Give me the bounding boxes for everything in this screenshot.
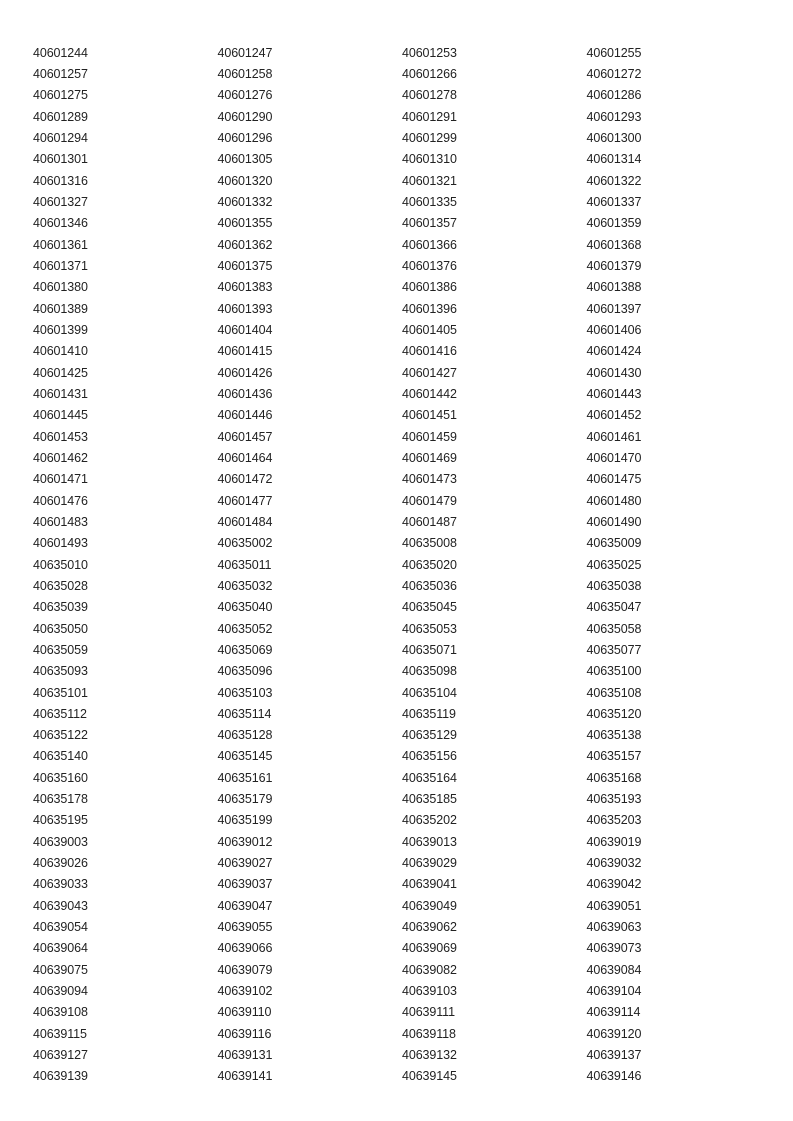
table-row: [33, 746, 793, 767]
table-cell: 40601383: [217, 280, 273, 295]
table-cell: 40601470: [586, 450, 642, 465]
table-cell: 40601445: [33, 408, 88, 423]
table-cell: 40639027: [217, 856, 273, 871]
table-cell: 40639069: [402, 941, 457, 956]
table-row: [33, 1002, 793, 1023]
table-row: [33, 319, 793, 340]
table-row: [33, 554, 793, 575]
table-cell: 40635101: [33, 685, 88, 700]
table-cell: 40639051: [586, 898, 642, 913]
table-cell: 40639041: [402, 877, 457, 892]
table-cell: 40601275: [33, 88, 88, 103]
table-cell: 40639026: [33, 856, 88, 871]
table-cell: 40601473: [402, 472, 457, 487]
table-cell: 40601431: [33, 386, 88, 401]
table-cell: 40601399: [33, 322, 88, 337]
table-cell: 40639146: [586, 1069, 642, 1084]
table-cell: 40601316: [33, 173, 88, 188]
table-cell: 40635096: [217, 664, 273, 679]
table-row: [33, 127, 793, 148]
table-cell: 40601405: [402, 322, 457, 337]
table-cell: 40635112: [33, 706, 87, 721]
table-cell: 40601247: [217, 45, 273, 60]
table-cell: 40601301: [33, 152, 88, 167]
table-cell: 40601375: [217, 258, 273, 273]
table-row: [33, 895, 793, 916]
table-cell: 40635168: [586, 770, 642, 785]
table-cell: 40635140: [33, 749, 88, 764]
table-cell: 40601425: [33, 365, 88, 380]
table-cell: 40601477: [217, 493, 273, 508]
table-cell: 40635119: [402, 706, 456, 721]
table-cell: 40601253: [402, 45, 457, 60]
table-cell: 40601472: [217, 472, 273, 487]
table-cell: 40639132: [402, 1048, 457, 1063]
table-row: [33, 511, 793, 532]
table-row: [33, 682, 793, 703]
table-row: [33, 426, 793, 447]
table-row: [33, 959, 793, 980]
table-cell: 40601355: [217, 216, 273, 231]
table-cell: 40601278: [402, 88, 457, 103]
table-cell: 40635093: [33, 664, 88, 679]
table-cell: 40639114: [586, 1005, 641, 1020]
table-cell: 40639055: [217, 920, 273, 935]
table-cell: 40601255: [586, 45, 642, 60]
table-cell: 40601371: [33, 258, 88, 273]
table-cell: 40639094: [33, 984, 88, 999]
table-cell: 40635164: [402, 770, 457, 785]
table-cell: 40601427: [402, 365, 457, 380]
table-cell: 40601442: [402, 386, 457, 401]
table-cell: 40635195: [33, 813, 88, 828]
table-row: [33, 106, 793, 127]
table-row: [33, 362, 793, 383]
table-row: [33, 149, 793, 170]
table-cell: 40639075: [33, 962, 88, 977]
table-row: [33, 703, 793, 724]
table-cell: 40635185: [402, 792, 457, 807]
table-row: [33, 661, 793, 682]
table-cell: 40639131: [217, 1048, 273, 1063]
table-cell: 40601452: [586, 408, 642, 423]
table-cell: 40639145: [402, 1069, 457, 1084]
table-cell: 40635098: [402, 664, 457, 679]
table-cell: 40601443: [586, 386, 642, 401]
table-cell: 40601388: [586, 280, 642, 295]
table-cell: 40635160: [33, 770, 88, 785]
table-cell: 40639062: [402, 920, 457, 935]
table-cell: 40601291: [402, 109, 457, 124]
table-cell: 40639019: [586, 834, 642, 849]
table-cell: 40601266: [402, 66, 457, 81]
table-row: [33, 916, 793, 937]
table-cell: 40601464: [217, 450, 273, 465]
table-cell: 40635202: [402, 813, 457, 828]
table-cell: 40601397: [586, 301, 642, 316]
table-row: [33, 85, 793, 106]
table-cell: 40635053: [402, 621, 457, 636]
table-cell: 40601451: [402, 408, 457, 423]
table-row: [33, 170, 793, 191]
table-cell: 40601462: [33, 450, 88, 465]
table-row: [33, 980, 793, 1001]
table-cell: 40635025: [586, 557, 642, 572]
table-cell: 40601294: [33, 130, 88, 145]
table-cell: 40601258: [217, 66, 273, 81]
table-cell: 40635103: [217, 685, 273, 700]
table-cell: 40635157: [586, 749, 642, 764]
table-cell: 40635199: [217, 813, 273, 828]
table-row: [33, 725, 793, 746]
table-cell: 40601322: [586, 173, 642, 188]
table-row: [33, 469, 793, 490]
table-cell: 40601244: [33, 45, 88, 60]
table-cell: 40639108: [33, 1005, 88, 1020]
table-cell: 40635040: [217, 600, 273, 615]
table-cell: 40601305: [217, 152, 273, 167]
table-cell: 40639012: [217, 834, 273, 849]
table-cell: 40635069: [217, 642, 273, 657]
table-cell: 40635011: [217, 557, 272, 572]
table-cell: 40601493: [33, 536, 88, 551]
table-row: [33, 852, 793, 873]
table-cell: 40639073: [586, 941, 642, 956]
table-cell: 40635020: [402, 557, 457, 572]
table-cell: 40601314: [586, 152, 642, 167]
table-cell: 40601424: [586, 344, 642, 359]
table-row: [33, 788, 793, 809]
table-cell: 40601410: [33, 344, 88, 359]
table-cell: 40639029: [402, 856, 457, 871]
table-cell: 40635008: [402, 536, 457, 551]
table-row: [33, 383, 793, 404]
table-cell: 40635114: [217, 706, 272, 721]
table-row: [33, 277, 793, 298]
table-cell: 40601393: [217, 301, 273, 316]
table-cell: 40601471: [33, 472, 88, 487]
table-cell: 40601362: [217, 237, 273, 252]
table-cell: 40601296: [217, 130, 273, 145]
table-cell: 40639141: [217, 1069, 273, 1084]
table-cell: 40639043: [33, 898, 88, 913]
table-cell: 40601484: [217, 514, 273, 529]
table-cell: 40639003: [33, 834, 88, 849]
table-cell: 40635002: [217, 536, 273, 551]
table-row: [33, 874, 793, 895]
table-row: [33, 298, 793, 319]
table-row: [33, 234, 793, 255]
table-row: [33, 938, 793, 959]
table-cell: 40635059: [33, 642, 88, 657]
table-row: [33, 810, 793, 831]
table-cell: 40639033: [33, 877, 88, 892]
table-row: [33, 1066, 793, 1087]
table-cell: 40639127: [33, 1048, 88, 1063]
table-cell: 40635104: [402, 685, 457, 700]
table-cell: 40639115: [33, 1026, 87, 1041]
table-cell: 40639139: [33, 1069, 88, 1084]
number-table: [33, 42, 793, 1087]
table-cell: 40639049: [402, 898, 457, 913]
table-row: [33, 1044, 793, 1065]
table-cell: 40601299: [402, 130, 457, 145]
table-cell: 40635138: [586, 728, 642, 743]
table-cell: 40635122: [33, 728, 88, 743]
table-cell: 40601480: [586, 493, 642, 508]
table-cell: 40601475: [586, 472, 642, 487]
table-cell: 40639110: [217, 1005, 272, 1020]
table-cell: 40639118: [402, 1026, 456, 1041]
table-row: [33, 597, 793, 618]
table-row: [33, 405, 793, 426]
table-cell: 40635028: [33, 578, 88, 593]
table-cell: 40635100: [586, 664, 642, 679]
table-cell: 40601490: [586, 514, 642, 529]
table-cell: 40635077: [586, 642, 642, 657]
table-row: [33, 191, 793, 212]
table-row: [33, 575, 793, 596]
table-cell: 40635010: [33, 557, 88, 572]
table-cell: 40601368: [586, 237, 642, 252]
table-cell: 40639042: [586, 877, 642, 892]
table-cell: 40601332: [217, 194, 273, 209]
table-cell: 40639079: [217, 962, 273, 977]
table-cell: 40601361: [33, 237, 88, 252]
table-cell: 40639066: [217, 941, 273, 956]
table-cell: 40635145: [217, 749, 273, 764]
table-cell: 40601376: [402, 258, 457, 273]
table-cell: 40601416: [402, 344, 457, 359]
table-cell: 40601359: [586, 216, 642, 231]
table-cell: 40601487: [402, 514, 457, 529]
table-cell: 40635038: [586, 578, 642, 593]
table-cell: 40601357: [402, 216, 457, 231]
table-cell: 40601453: [33, 429, 88, 444]
table-cell: 40639082: [402, 962, 457, 977]
table-cell: 40601272: [586, 66, 642, 81]
table-cell: 40601300: [586, 130, 642, 145]
table-cell: 40601446: [217, 408, 273, 423]
table-cell: 40635128: [217, 728, 273, 743]
table-cell: 40635050: [33, 621, 88, 636]
table-cell: 40635071: [402, 642, 457, 657]
table-cell: 40635161: [217, 770, 273, 785]
table-cell: 40601380: [33, 280, 88, 295]
table-cell: 40635129: [402, 728, 457, 743]
table-cell: 40601337: [586, 194, 642, 209]
table-cell: 40635120: [586, 706, 642, 721]
table-cell: 40639013: [402, 834, 457, 849]
table-cell: 40601483: [33, 514, 88, 529]
table-cell: 40639032: [586, 856, 642, 871]
table-cell: 40601290: [217, 109, 273, 124]
table-cell: 40601476: [33, 493, 88, 508]
table-cell: 40601327: [33, 194, 88, 209]
table-cell: 40635108: [586, 685, 642, 700]
table-cell: 40639116: [217, 1026, 272, 1041]
table-row: [33, 618, 793, 639]
table-cell: 40635178: [33, 792, 88, 807]
table-row: [33, 213, 793, 234]
table-cell: 40601430: [586, 365, 642, 380]
table-cell: 40635045: [402, 600, 457, 615]
table-row: [33, 63, 793, 84]
table-cell: 40601436: [217, 386, 273, 401]
table-row: [33, 831, 793, 852]
table-cell: 40635032: [217, 578, 273, 593]
table-cell: 40601286: [586, 88, 642, 103]
table-cell: 40601366: [402, 237, 457, 252]
table-cell: 40639104: [586, 984, 642, 999]
table-cell: 40635203: [586, 813, 642, 828]
table-cell: 40601459: [402, 429, 457, 444]
table-row: [33, 490, 793, 511]
table-cell: 40601276: [217, 88, 273, 103]
table-cell: 40635193: [586, 792, 642, 807]
table-cell: 40601415: [217, 344, 273, 359]
table-cell: 40601406: [586, 322, 642, 337]
table-cell: 40639102: [217, 984, 273, 999]
table-cell: 40601379: [586, 258, 642, 273]
table-cell: 40601457: [217, 429, 273, 444]
table-cell: 40639111: [402, 1005, 455, 1020]
table-cell: 40639037: [217, 877, 273, 892]
table-cell: 40601257: [33, 66, 88, 81]
table-cell: 40639103: [402, 984, 457, 999]
table-cell: 40601386: [402, 280, 457, 295]
table-cell: 40635052: [217, 621, 273, 636]
table-cell: 40639137: [586, 1048, 642, 1063]
table-cell: 40635179: [217, 792, 273, 807]
table-cell: 40635047: [586, 600, 642, 615]
table-cell: 40601321: [402, 173, 457, 188]
table-row: [33, 767, 793, 788]
table-row: [33, 341, 793, 362]
table-cell: 40601310: [402, 152, 457, 167]
table-row: [33, 533, 793, 554]
table-cell: 40601461: [586, 429, 642, 444]
table-cell: 40639047: [217, 898, 273, 913]
table-cell: 40635036: [402, 578, 457, 593]
table-cell: 40639063: [586, 920, 642, 935]
table-row: [33, 255, 793, 276]
table-cell: 40635039: [33, 600, 88, 615]
table-row: [33, 1023, 793, 1044]
table-row: [33, 42, 793, 63]
table-cell: 40601426: [217, 365, 273, 380]
table-cell: 40601479: [402, 493, 457, 508]
table-cell: 40601335: [402, 194, 457, 209]
table-cell: 40601469: [402, 450, 457, 465]
table-cell: 40639064: [33, 941, 88, 956]
table-cell: 40639054: [33, 920, 88, 935]
table-cell: 40601404: [217, 322, 273, 337]
table-cell: 40601346: [33, 216, 88, 231]
table-cell: 40601293: [586, 109, 642, 124]
table-cell: 40601396: [402, 301, 457, 316]
table-cell: 40601320: [217, 173, 273, 188]
table-cell: 40639084: [586, 962, 642, 977]
table-cell: 40635009: [586, 536, 642, 551]
table-cell: 40601289: [33, 109, 88, 124]
table-cell: 40635156: [402, 749, 457, 764]
table-cell: 40601389: [33, 301, 88, 316]
table-cell: 40635058: [586, 621, 642, 636]
table-cell: 40639120: [586, 1026, 642, 1041]
table-row: [33, 639, 793, 660]
table-row: [33, 447, 793, 468]
